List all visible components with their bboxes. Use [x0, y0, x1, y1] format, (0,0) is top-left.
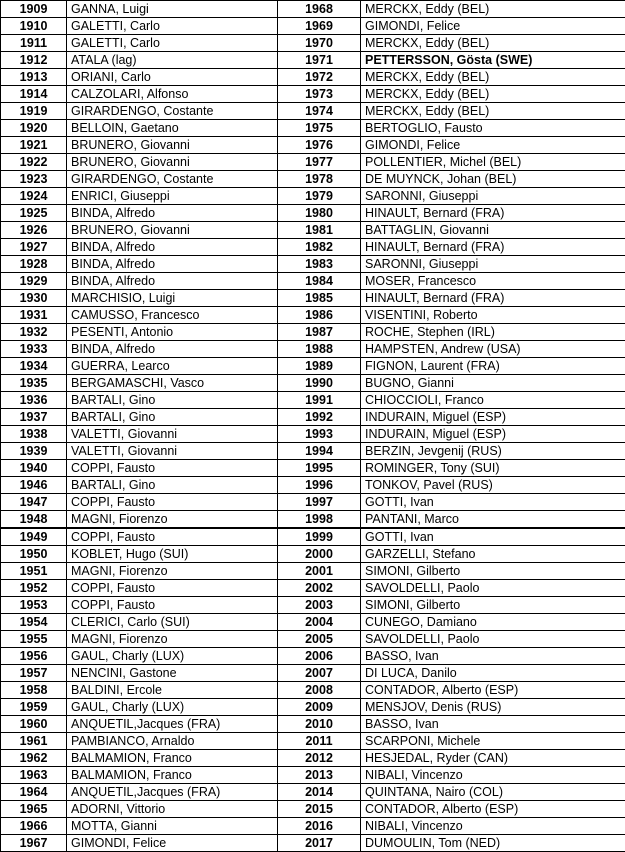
table-row: [1, 1, 625, 18]
winner-right-cell: GOTTI, Ivan: [361, 494, 625, 511]
winner-left-cell: MAGNI, Fiorenzo: [67, 563, 278, 580]
winner-left-cell: ENRICI, Giuseppi: [67, 188, 278, 205]
winner-right-cell: MERCKX, Eddy (BEL): [361, 1, 625, 18]
year-right-cell: 2001: [278, 563, 361, 580]
table-row: [1, 256, 625, 273]
year-left-cell: 1929: [1, 273, 67, 290]
year-left-cell: 1951: [1, 563, 67, 580]
winner-left-cell: GIRARDENGO, Costante: [67, 103, 278, 120]
table-row: [1, 341, 625, 358]
winner-left-cell: BERGAMASCHI, Vasco: [67, 375, 278, 392]
table-row: [1, 682, 625, 699]
year-left-cell: 1924: [1, 188, 67, 205]
table-row: [1, 733, 625, 750]
year-right-cell: 1972: [278, 69, 361, 86]
winner-left-cell: VALETTI, Giovanni: [67, 426, 278, 443]
year-left-cell: 1965: [1, 801, 67, 818]
winner-right-cell: DE MUYNCK, Johan (BEL): [361, 171, 625, 188]
winner-right-cell: INDURAIN, Miguel (ESP): [361, 426, 625, 443]
year-right-cell: 2016: [278, 818, 361, 835]
winner-left-cell: BARTALI, Gino: [67, 392, 278, 409]
year-right-cell: 1992: [278, 409, 361, 426]
year-left-cell: 1952: [1, 580, 67, 597]
winner-right-cell: PETTERSSON, Gösta (SWE): [361, 52, 625, 69]
winner-left-cell: BELLOIN, Gaetano: [67, 120, 278, 137]
year-right-cell: 1994: [278, 443, 361, 460]
year-right-cell: 1971: [278, 52, 361, 69]
year-left-cell: 1922: [1, 154, 67, 171]
winner-right-cell: GOTTI, Ivan: [361, 528, 625, 546]
table-row: [1, 239, 625, 256]
winner-left-cell: KOBLET, Hugo (SUI): [67, 546, 278, 563]
table-row: [1, 137, 625, 154]
winner-left-cell: CAMUSSO, Francesco: [67, 307, 278, 324]
winner-left-cell: GAUL, Charly (LUX): [67, 699, 278, 716]
year-right-cell: 1975: [278, 120, 361, 137]
year-left-cell: 1958: [1, 682, 67, 699]
table-row: [1, 392, 625, 409]
year-right-cell: 1979: [278, 188, 361, 205]
table-row: [1, 563, 625, 580]
winner-left-cell: BINDA, Alfredo: [67, 239, 278, 256]
year-right-cell: 1997: [278, 494, 361, 511]
winner-right-cell: SCARPONI, Michele: [361, 733, 625, 750]
year-right-cell: 2014: [278, 784, 361, 801]
table-row: [1, 69, 625, 86]
winner-left-cell: NENCINI, Gastone: [67, 665, 278, 682]
winner-left-cell: ORIANI, Carlo: [67, 69, 278, 86]
year-right-cell: 1968: [278, 1, 361, 18]
winner-left-cell: PAMBIANCO, Arnaldo: [67, 733, 278, 750]
winner-right-cell: SARONNI, Giuseppi: [361, 256, 625, 273]
year-left-cell: 1946: [1, 477, 67, 494]
winner-left-cell: ANQUETIL,Jacques (FRA): [67, 716, 278, 733]
winner-right-cell: MERCKX, Eddy (BEL): [361, 35, 625, 52]
table-row: [1, 375, 625, 392]
year-right-cell: 1977: [278, 154, 361, 171]
winner-right-cell: FIGNON, Laurent (FRA): [361, 358, 625, 375]
table-row: [1, 324, 625, 341]
year-left-cell: 1935: [1, 375, 67, 392]
year-left-cell: 1948: [1, 511, 67, 529]
winner-left-cell: BINDA, Alfredo: [67, 205, 278, 222]
winner-left-cell: ADORNI, Vittorio: [67, 801, 278, 818]
winner-left-cell: BINDA, Alfredo: [67, 273, 278, 290]
year-right-cell: 2009: [278, 699, 361, 716]
table-row: [1, 631, 625, 648]
year-right-cell: 1976: [278, 137, 361, 154]
winner-right-cell: SARONNI, Giuseppi: [361, 188, 625, 205]
winner-right-cell: CONTADOR, Alberto (ESP): [361, 682, 625, 699]
table-row: [1, 443, 625, 460]
winner-right-cell: NIBALI, Vincenzo: [361, 818, 625, 835]
winner-left-cell: GALETTI, Carlo: [67, 18, 278, 35]
winner-right-cell: SIMONI, Gilberto: [361, 597, 625, 614]
year-left-cell: 1912: [1, 52, 67, 69]
winner-right-cell: QUINTANA, Nairo (COL): [361, 784, 625, 801]
year-right-cell: 1990: [278, 375, 361, 392]
winner-left-cell: CALZOLARI, Alfonso: [67, 86, 278, 103]
year-left-cell: 1956: [1, 648, 67, 665]
year-left-cell: 1947: [1, 494, 67, 511]
year-left-cell: 1914: [1, 86, 67, 103]
table-row: [1, 273, 625, 290]
table-row: [1, 460, 625, 477]
year-right-cell: 2007: [278, 665, 361, 682]
table-row: [1, 171, 625, 188]
winner-right-cell: BATTAGLIN, Giovanni: [361, 222, 625, 239]
winner-right-cell: BUGNO, Gianni: [361, 375, 625, 392]
table-row: [1, 18, 625, 35]
winner-right-cell: PANTANI, Marco: [361, 511, 625, 529]
winner-right-cell: BASSO, Ivan: [361, 716, 625, 733]
table-row: [1, 120, 625, 137]
table-row: [1, 358, 625, 375]
year-right-cell: 2000: [278, 546, 361, 563]
year-left-cell: 1921: [1, 137, 67, 154]
winner-right-cell: VISENTINI, Roberto: [361, 307, 625, 324]
year-right-cell: 2012: [278, 750, 361, 767]
year-left-cell: 1939: [1, 443, 67, 460]
year-right-cell: 2002: [278, 580, 361, 597]
year-left-cell: 1919: [1, 103, 67, 120]
year-right-cell: 1984: [278, 273, 361, 290]
table-row: [1, 494, 625, 511]
table-row: [1, 477, 625, 494]
year-right-cell: 1998: [278, 511, 361, 529]
winner-left-cell: GAUL, Charly (LUX): [67, 648, 278, 665]
year-left-cell: 1931: [1, 307, 67, 324]
table-row: [1, 528, 625, 546]
winner-right-cell: DI LUCA, Danilo: [361, 665, 625, 682]
year-left-cell: 1920: [1, 120, 67, 137]
table-row: [1, 546, 625, 563]
winner-left-cell: GIMONDI, Felice: [67, 835, 278, 852]
year-right-cell: 1981: [278, 222, 361, 239]
winner-right-cell: BERZIN, Jevgenij (RUS): [361, 443, 625, 460]
year-right-cell: 2003: [278, 597, 361, 614]
winner-right-cell: CUNEGO, Damiano: [361, 614, 625, 631]
winner-right-cell: TONKOV, Pavel (RUS): [361, 477, 625, 494]
table-row: [1, 716, 625, 733]
winner-left-cell: BARTALI, Gino: [67, 409, 278, 426]
table-row: [1, 767, 625, 784]
year-right-cell: 1991: [278, 392, 361, 409]
year-right-cell: 1980: [278, 205, 361, 222]
year-right-cell: 2010: [278, 716, 361, 733]
year-left-cell: 1954: [1, 614, 67, 631]
winner-right-cell: CONTADOR, Alberto (ESP): [361, 801, 625, 818]
year-right-cell: 1996: [278, 477, 361, 494]
year-right-cell: 1989: [278, 358, 361, 375]
year-right-cell: 2017: [278, 835, 361, 852]
year-left-cell: 1966: [1, 818, 67, 835]
table-row: [1, 597, 625, 614]
year-right-cell: 2015: [278, 801, 361, 818]
winner-right-cell: NIBALI, Vincenzo: [361, 767, 625, 784]
table-row: [1, 154, 625, 171]
table-row: [1, 52, 625, 69]
winner-left-cell: BRUNERO, Giovanni: [67, 154, 278, 171]
winner-left-cell: BRUNERO, Giovanni: [67, 222, 278, 239]
winner-left-cell: COPPI, Fausto: [67, 580, 278, 597]
winner-right-cell: ROCHE, Stephen (IRL): [361, 324, 625, 341]
winner-right-cell: HINAULT, Bernard (FRA): [361, 239, 625, 256]
table-row: [1, 307, 625, 324]
winner-left-cell: GANNA, Luigi: [67, 1, 278, 18]
winner-right-cell: POLLENTIER, Michel (BEL): [361, 154, 625, 171]
winner-left-cell: ATALA (lag): [67, 52, 278, 69]
winner-right-cell: INDURAIN, Miguel (ESP): [361, 409, 625, 426]
year-left-cell: 1927: [1, 239, 67, 256]
year-left-cell: 1928: [1, 256, 67, 273]
winner-right-cell: DUMOULIN, Tom (NED): [361, 835, 625, 852]
table-row: [1, 801, 625, 818]
year-left-cell: 1959: [1, 699, 67, 716]
table-row: [1, 614, 625, 631]
year-left-cell: 1932: [1, 324, 67, 341]
year-left-cell: 1960: [1, 716, 67, 733]
year-left-cell: 1963: [1, 767, 67, 784]
winner-left-cell: GUERRA, Learco: [67, 358, 278, 375]
table-row: [1, 580, 625, 597]
year-left-cell: 1911: [1, 35, 67, 52]
year-right-cell: 1978: [278, 171, 361, 188]
year-left-cell: 1925: [1, 205, 67, 222]
winner-left-cell: ANQUETIL,Jacques (FRA): [67, 784, 278, 801]
winner-right-cell: GARZELLI, Stefano: [361, 546, 625, 563]
year-right-cell: 1999: [278, 528, 361, 546]
year-right-cell: 2008: [278, 682, 361, 699]
year-left-cell: 1910: [1, 18, 67, 35]
winner-left-cell: MAGNI, Fiorenzo: [67, 511, 278, 529]
winner-right-cell: HINAULT, Bernard (FRA): [361, 290, 625, 307]
table-row: [1, 784, 625, 801]
winner-left-cell: MOTTA, Gianni: [67, 818, 278, 835]
winner-left-cell: VALETTI, Giovanni: [67, 443, 278, 460]
table-row: [1, 35, 625, 52]
winner-left-cell: BRUNERO, Giovanni: [67, 137, 278, 154]
year-right-cell: 2006: [278, 648, 361, 665]
year-left-cell: 1962: [1, 750, 67, 767]
table-row: [1, 290, 625, 307]
winner-right-cell: CHIOCCIOLI, Franco: [361, 392, 625, 409]
table-row: [1, 86, 625, 103]
winner-right-cell: GIMONDI, Felice: [361, 137, 625, 154]
year-left-cell: 1957: [1, 665, 67, 682]
winner-left-cell: GALETTI, Carlo: [67, 35, 278, 52]
table-row: [1, 222, 625, 239]
table-row: [1, 103, 625, 120]
table-row: [1, 750, 625, 767]
year-left-cell: 1950: [1, 546, 67, 563]
table-row: [1, 188, 625, 205]
year-right-cell: 1993: [278, 426, 361, 443]
winner-right-cell: HAMPSTEN, Andrew (USA): [361, 341, 625, 358]
year-right-cell: 1974: [278, 103, 361, 120]
winner-right-cell: MOSER, Francesco: [361, 273, 625, 290]
year-left-cell: 1936: [1, 392, 67, 409]
winner-right-cell: BERTOGLIO, Fausto: [361, 120, 625, 137]
year-right-cell: 1969: [278, 18, 361, 35]
winner-right-cell: MERCKX, Eddy (BEL): [361, 86, 625, 103]
year-left-cell: 1930: [1, 290, 67, 307]
winner-left-cell: BARTALI, Gino: [67, 477, 278, 494]
year-right-cell: 1995: [278, 460, 361, 477]
winner-right-cell: SIMONI, Gilberto: [361, 563, 625, 580]
winner-left-cell: PESENTI, Antonio: [67, 324, 278, 341]
year-right-cell: 2013: [278, 767, 361, 784]
winner-left-cell: BALMAMION, Franco: [67, 750, 278, 767]
winner-right-cell: SAVOLDELLI, Paolo: [361, 580, 625, 597]
year-right-cell: 2004: [278, 614, 361, 631]
year-right-cell: 1987: [278, 324, 361, 341]
year-right-cell: 1970: [278, 35, 361, 52]
table-row: [1, 648, 625, 665]
year-left-cell: 1964: [1, 784, 67, 801]
year-right-cell: 1986: [278, 307, 361, 324]
year-right-cell: 1983: [278, 256, 361, 273]
winner-left-cell: BINDA, Alfredo: [67, 256, 278, 273]
winner-left-cell: MAGNI, Fiorenzo: [67, 631, 278, 648]
winner-right-cell: BASSO, Ivan: [361, 648, 625, 665]
table-row: [1, 665, 625, 682]
year-left-cell: 1938: [1, 426, 67, 443]
year-right-cell: 1982: [278, 239, 361, 256]
table-row: [1, 426, 625, 443]
table-row: [1, 699, 625, 716]
winner-right-cell: ROMINGER, Tony (SUI): [361, 460, 625, 477]
winner-left-cell: COPPI, Fausto: [67, 528, 278, 546]
winner-right-cell: MERCKX, Eddy (BEL): [361, 69, 625, 86]
year-left-cell: 1934: [1, 358, 67, 375]
winner-right-cell: SAVOLDELLI, Paolo: [361, 631, 625, 648]
year-left-cell: 1926: [1, 222, 67, 239]
year-left-cell: 1923: [1, 171, 67, 188]
winner-right-cell: HINAULT, Bernard (FRA): [361, 205, 625, 222]
table-row: [1, 818, 625, 835]
winner-left-cell: CLERICI, Carlo (SUI): [67, 614, 278, 631]
year-left-cell: 1955: [1, 631, 67, 648]
year-left-cell: 1967: [1, 835, 67, 852]
winner-right-cell: MERCKX, Eddy (BEL): [361, 103, 625, 120]
winner-left-cell: BINDA, Alfredo: [67, 341, 278, 358]
year-right-cell: 1973: [278, 86, 361, 103]
year-left-cell: 1933: [1, 341, 67, 358]
winner-left-cell: BALMAMION, Franco: [67, 767, 278, 784]
winner-left-cell: GIRARDENGO, Costante: [67, 171, 278, 188]
year-left-cell: 1949: [1, 528, 67, 546]
winner-left-cell: COPPI, Fausto: [67, 460, 278, 477]
winner-left-cell: BALDINI, Ercole: [67, 682, 278, 699]
year-right-cell: 2005: [278, 631, 361, 648]
winner-right-cell: MENSJOV, Denis (RUS): [361, 699, 625, 716]
winner-right-cell: GIMONDI, Felice: [361, 18, 625, 35]
table-row: [1, 205, 625, 222]
year-right-cell: 1988: [278, 341, 361, 358]
winner-left-cell: MARCHISIO, Luigi: [67, 290, 278, 307]
table-row: [1, 409, 625, 426]
year-left-cell: 1961: [1, 733, 67, 750]
winner-right-cell: HESJEDAL, Ryder (CAN): [361, 750, 625, 767]
year-left-cell: 1913: [1, 69, 67, 86]
year-right-cell: 1985: [278, 290, 361, 307]
year-left-cell: 1953: [1, 597, 67, 614]
winner-left-cell: COPPI, Fausto: [67, 494, 278, 511]
winners-table-body: [1, 1, 625, 852]
year-left-cell: 1940: [1, 460, 67, 477]
year-left-cell: 1937: [1, 409, 67, 426]
year-left-cell: 1909: [1, 1, 67, 18]
winner-left-cell: COPPI, Fausto: [67, 597, 278, 614]
year-right-cell: 2011: [278, 733, 361, 750]
table-row: [1, 511, 625, 529]
